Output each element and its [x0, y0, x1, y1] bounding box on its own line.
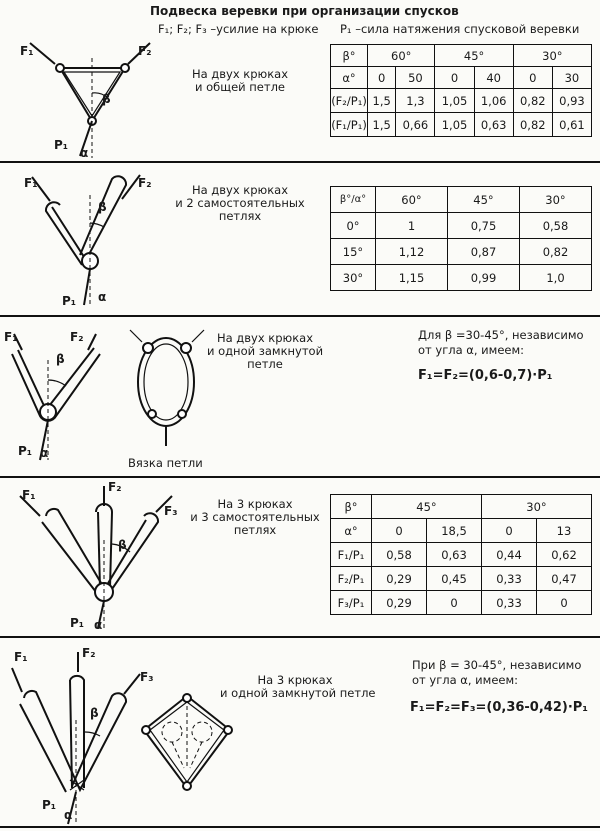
table-cell: 18,5: [427, 519, 482, 543]
caption-4-line3: петлях: [233, 523, 277, 537]
label-f2: F₂: [138, 176, 152, 190]
caption-2-line3: петлях: [218, 209, 262, 223]
table-cell: 30°: [482, 495, 592, 519]
table-cell: 0: [427, 591, 482, 615]
table-cell: 15°: [331, 239, 376, 265]
table-cell: 0,75: [448, 213, 520, 239]
table-cell: 0: [372, 519, 427, 543]
caption-3-line2: и одной замкнутой: [206, 344, 324, 358]
table-cell: F₂/P₁: [331, 567, 372, 591]
label-alpha: α: [80, 146, 89, 160]
label-f2: F₂: [108, 480, 122, 494]
table-cell: 0: [482, 519, 537, 543]
divider: [0, 161, 600, 163]
table-cell: 0,45: [427, 567, 482, 591]
label-alpha: α: [64, 808, 73, 822]
label-beta: β: [118, 538, 127, 552]
label-p1: P₁: [54, 138, 69, 152]
table-cell: 45°: [448, 187, 520, 213]
caption-5-line2: и одной замкнутой петле: [220, 686, 376, 700]
caption-2-line2: и 2 самостоятельных: [175, 196, 305, 210]
table-cell: 0: [537, 591, 592, 615]
table-cell: 0,29: [372, 591, 427, 615]
caption-5-line1: На 3 крюках: [257, 673, 333, 687]
table-cell: 0°: [331, 213, 376, 239]
caption-1-line1: На двух крюках: [191, 67, 289, 81]
table-cell: 0,29: [372, 567, 427, 591]
label-beta: β: [56, 352, 65, 366]
legend-left: F₁; F₂; F₃ –усилие на крюке: [158, 22, 319, 36]
label-beta: β: [98, 200, 107, 214]
table-cell: 0,87: [448, 239, 520, 265]
table-cell: 1,0: [520, 265, 592, 291]
table-cell: 1,3: [396, 89, 435, 113]
note-3-line1: Для β =30-45°, независимо: [418, 328, 584, 342]
label-f3: F₃: [140, 670, 154, 684]
table-cell: 60°: [376, 187, 448, 213]
label-f1: F₁: [14, 650, 28, 664]
label-f1: F₁: [20, 44, 34, 58]
table-cell: 1,15: [376, 265, 448, 291]
table-cell: (F₁/P₁): [331, 113, 368, 137]
divider: [0, 636, 600, 638]
label-beta: β: [102, 92, 111, 106]
table-cell: 0,47: [537, 567, 592, 591]
table-cell: F₃/P₁: [331, 591, 372, 615]
table-cell: β°: [331, 45, 368, 67]
diagram-4: [0, 480, 200, 630]
table-cell: 60°: [368, 45, 435, 67]
table-cell: α°: [331, 519, 372, 543]
label-f1: F₁: [22, 488, 36, 502]
table-cell: F₁/P₁: [331, 543, 372, 567]
table-cell: 0,33: [482, 567, 537, 591]
table-cell: 45°: [435, 45, 513, 67]
label-f2: F₂: [138, 44, 152, 58]
table-cell: β°/α°: [331, 187, 376, 213]
table-cell: 1,06: [474, 89, 513, 113]
page-title: Подвеска веревки при организации спусков: [150, 4, 459, 18]
table-cell: 0,58: [520, 213, 592, 239]
table-cell: 1,12: [376, 239, 448, 265]
label-f2: F₂: [82, 646, 96, 660]
table-cell: (F₂/P₁): [331, 89, 368, 113]
note-5-line1: При β = 30-45°, независимо: [412, 658, 582, 672]
table-cell: 0,44: [482, 543, 537, 567]
table-cell: 0,99: [448, 265, 520, 291]
caption-3-line3: петле: [247, 357, 283, 371]
table-cell: 0: [435, 67, 474, 89]
diagram-5: [0, 640, 250, 830]
table-cell: 0,63: [427, 543, 482, 567]
label-f2: F₂: [70, 330, 84, 344]
table-1: [330, 44, 592, 137]
label-beta: β: [90, 706, 99, 720]
table-cell: 30°: [520, 187, 592, 213]
caption-4-line1: На 3 крюках: [217, 497, 293, 511]
table-cell: 40: [474, 67, 513, 89]
caption-3-line1: На двух крюках: [216, 331, 314, 345]
table-cell: 0,82: [513, 89, 552, 113]
table-cell: 50: [396, 67, 435, 89]
table-cell: 30: [552, 67, 591, 89]
divider: [0, 476, 600, 478]
table-cell: 0,33: [482, 591, 537, 615]
divider: [0, 315, 600, 317]
table-cell: 30°: [513, 45, 591, 67]
note-5-line2: от угла α, имеем:: [412, 673, 519, 687]
table-cell: 1,05: [435, 89, 474, 113]
table-cell: 1,5: [368, 89, 396, 113]
table-cell: 0,61: [552, 113, 591, 137]
label-f1: F₁: [4, 330, 18, 344]
table-cell: 0,93: [552, 89, 591, 113]
label-p1: P₁: [70, 616, 85, 630]
table-cell: 0,58: [372, 543, 427, 567]
note-3-line2: от угла α, имеем:: [418, 343, 525, 357]
table-cell: α°: [331, 67, 368, 89]
legend-right: P₁ –сила натяжения спусковой веревки: [340, 22, 580, 36]
table-4: [330, 494, 592, 615]
table-2: [330, 186, 592, 291]
label-alpha: α: [98, 290, 107, 304]
formula-3: F₁=F₂=(0,6-0,7)·P₁: [418, 368, 553, 383]
label-alpha: α: [40, 446, 49, 460]
label-p1: P₁: [42, 798, 57, 812]
label-p1: P₁: [18, 444, 33, 458]
formula-5: F₁=F₂=F₃=(0,36-0,42)·P₁: [410, 700, 588, 715]
table-cell: 0: [368, 67, 396, 89]
label-alpha: α: [94, 618, 103, 632]
caption-1-line2: и общей петле: [194, 80, 285, 94]
table-cell: 45°: [372, 495, 482, 519]
knot-label: Вязка петли: [128, 456, 203, 470]
caption-4-line2: и 3 самостоятельных: [190, 510, 320, 524]
table-cell: 1,5: [368, 113, 396, 137]
divider: [0, 826, 600, 828]
table-cell: 0,63: [474, 113, 513, 137]
label-f3: F₃: [164, 504, 178, 518]
table-cell: 0,62: [537, 543, 592, 567]
table-cell: 30°: [331, 265, 376, 291]
table-cell: 0,66: [396, 113, 435, 137]
table-cell: 0,82: [520, 239, 592, 265]
caption-2-line1: На двух крюках: [191, 183, 289, 197]
table-cell: 1,05: [435, 113, 474, 137]
table-cell: 0,82: [513, 113, 552, 137]
table-cell: 13: [537, 519, 592, 543]
label-p1: P₁: [62, 294, 77, 308]
table-cell: 0: [513, 67, 552, 89]
label-f1: F₁: [24, 176, 38, 190]
table-cell: β°: [331, 495, 372, 519]
table-cell: 1: [376, 213, 448, 239]
